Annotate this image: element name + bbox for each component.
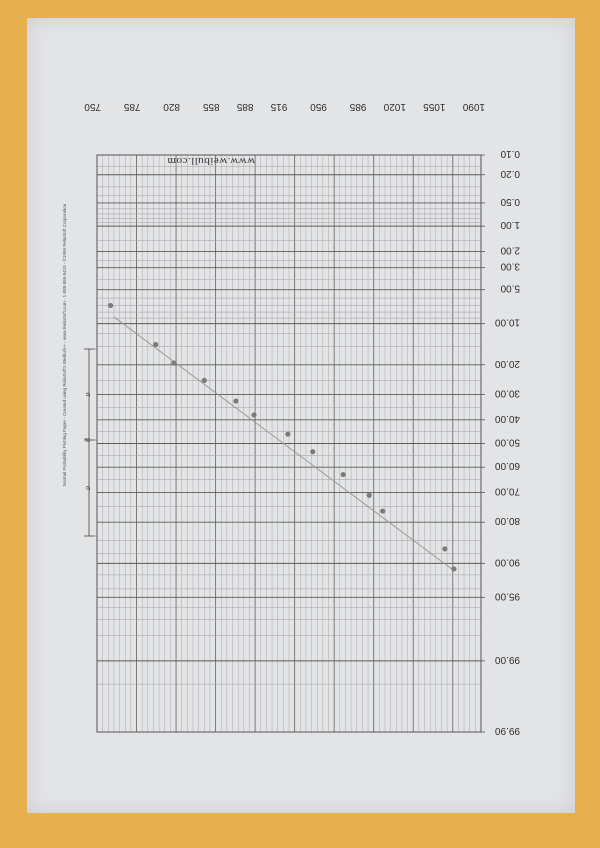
data-point <box>380 508 385 513</box>
value-tick-label: 1055 <box>423 101 446 112</box>
probability-tick-label: 1.00 <box>500 219 520 231</box>
data-point <box>451 566 456 571</box>
probability-tick-label: 10.00 <box>494 316 520 328</box>
probability-tick-label: 99.00 <box>494 653 520 665</box>
value-tick-label: 915 <box>270 101 288 112</box>
probability-tick-label: 95.00 <box>494 590 520 602</box>
probability-tick-label: 5.00 <box>500 282 520 294</box>
data-point <box>285 432 290 437</box>
data-points <box>108 303 457 572</box>
data-point <box>233 398 238 403</box>
data-point <box>108 303 113 308</box>
data-point <box>251 412 256 417</box>
probability-tick-label: 80.00 <box>494 515 520 527</box>
value-tick-label: 785 <box>123 101 141 112</box>
value-tick-label: 750 <box>84 101 101 112</box>
side-caption: Normal Probability Plotting Paper - Created using ReliaSoft's Weibull++ - www.ReliaSoft.com - 1-888-886-0410 - ©1999 ReliaSoft Corporation <box>62 203 67 487</box>
probability-tick-label: 0.50 <box>500 195 520 207</box>
value-tick-label: 950 <box>310 101 327 112</box>
data-point <box>442 546 447 551</box>
value-tick-label: 1090 <box>462 101 485 112</box>
probability-tick-label: 3.00 <box>500 260 520 272</box>
probability-tick-label: 50.00 <box>494 436 520 448</box>
probability-tick-label: 60.00 <box>494 460 520 472</box>
value-tick-label: 885 <box>236 101 254 112</box>
value-axis-labels <box>84 101 485 112</box>
probability-tick-label: 30.00 <box>494 387 520 399</box>
interval-label: μ <box>84 437 91 443</box>
probability-tick-label: 20.00 <box>494 357 520 369</box>
weibull-url: www.weibull.com <box>166 155 256 167</box>
probability-tick-label: 0.20 <box>500 167 520 179</box>
data-point <box>367 493 372 498</box>
probability-tick-label: 70.00 <box>494 485 520 497</box>
probability-tick-label: 90.00 <box>494 556 520 568</box>
value-tick-label: 985 <box>349 101 367 112</box>
data-point <box>310 449 315 454</box>
interval-label: σ <box>84 485 91 491</box>
data-point <box>153 342 158 347</box>
probability-tick-label: 2.00 <box>500 244 520 256</box>
probability-tick-label: 0.10 <box>500 148 520 159</box>
probability-axis-labels <box>481 148 520 736</box>
data-point <box>341 472 346 477</box>
probability-tick-label: 99.90 <box>494 725 520 736</box>
data-point <box>171 360 176 365</box>
grid <box>97 155 481 732</box>
value-tick-label: 820 <box>163 101 181 112</box>
sigma-interval-marks <box>84 349 97 536</box>
probability-tick-label: 40.00 <box>494 412 520 424</box>
interval-label: σ <box>84 392 91 397</box>
value-tick-label: 855 <box>202 101 220 112</box>
value-tick-label: 1020 <box>383 101 406 112</box>
data-point <box>202 378 207 383</box>
